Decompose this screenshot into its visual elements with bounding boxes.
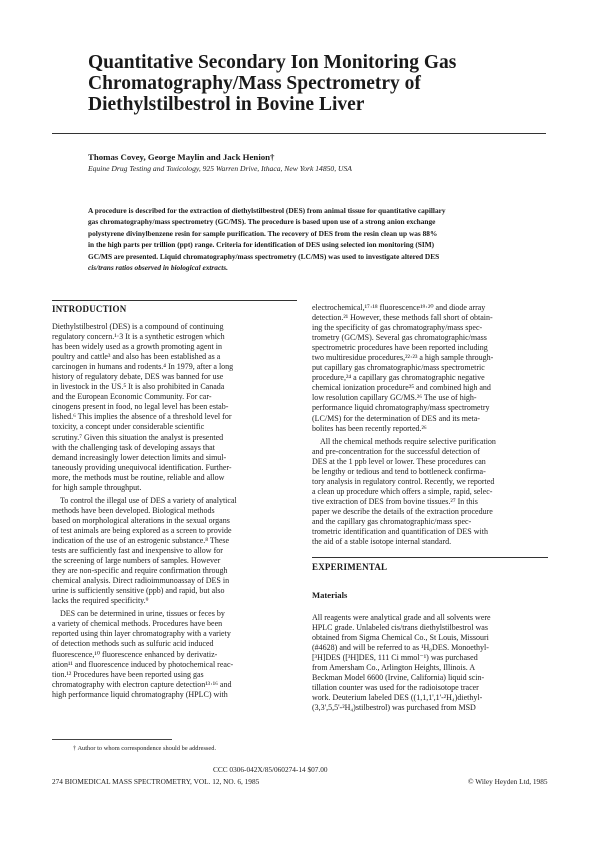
text-line: [³H]DES ([³H]DES, 111 Ci mmol⁻¹) was purchased (312, 653, 478, 663)
text-line: tive extraction of DES from bovine tissues.²⁷ In this (312, 496, 478, 506)
text-line: chemical ionization procedure²⁵ and combined high and (312, 383, 491, 393)
text-line: paper we describe the details of the extraction procedure (312, 506, 493, 516)
text-line: urine is sufficiently sensitive (ppb) and rapid, but also (52, 586, 225, 596)
text-line: a variety of chemical methods. Procedures have been (52, 619, 223, 629)
author-list: Thomas Covey, George Maylin and Jack Henion† (88, 152, 275, 162)
text-line: cinogens present in food, no legal level has been estab- (52, 402, 229, 412)
text-line: two multiresidue procedures,²²·²³ a high sample through- (312, 353, 494, 363)
introduction-heading: INTRODUCTION (52, 304, 127, 314)
text-line: methods have been developed. Biological methods (52, 505, 215, 515)
text-line: more, the methods must be routine, reliable and allow (52, 472, 225, 482)
text-line: tion.¹² Procedures have been reported using gas (52, 669, 204, 679)
text-line: electrochemical,¹⁷·¹⁸ fluorescence¹⁹·²⁰ and diode array (312, 303, 486, 312)
text-line: detection.²¹ However, these methods fall short of obtain- (312, 313, 493, 323)
materials-text (312, 613, 548, 713)
text-line: carcinogen in humans and rodents.⁴ In 1979, after a long (52, 362, 234, 372)
text-line: based on morphological alterations in the sexual organs (52, 515, 230, 525)
text-line: HPLC grade. Unlabeled cis/trans diethylstilbestrol was (312, 623, 488, 633)
text-line: they are non-specific and require confirmation through (52, 566, 228, 576)
journal-footer: 274 BIOMEDICAL MASS SPECTROMETRY, VOL. 12, NO. 6, 1985 (52, 777, 260, 786)
abstract-line: gas chromatography/mass spectrometry (GC/MS). The procedure is based upon use of a strong anion exchange (88, 217, 436, 227)
abstract-line: polystyrene divinylbenzene resin for sample purification. The recovery of DES from the resin clean up was 88% (88, 228, 438, 238)
text-line: (LC/MS) for the determination of DES and its meta- (312, 413, 480, 423)
text-line: high performance liquid chromatography (HPLC) with (52, 689, 228, 699)
text-line: low resolution capillary GC/MS.²⁶ The use of high- (312, 393, 477, 403)
text-line: performance liquid chromatography/mass spectrometry (312, 403, 490, 413)
article-title (88, 52, 558, 115)
text-line: procedure,²⁴ a capillary gas chromatographic negative (312, 373, 485, 383)
text-line: a clean up procedure which offers a simple, rapid, selec- (312, 486, 493, 496)
publisher-footer: © Wiley Heyden Ltd, 1985 (468, 777, 548, 786)
abstract-line: in the high parts per trillion (ppt) range. Criteria for identification of DES using selected ion monitoring (SIM) (88, 240, 435, 250)
text-line: Diethylstilbestrol (DES) is a compound of continuing (52, 322, 224, 331)
text-line: and pre-concentration for the successful detection of (312, 446, 480, 456)
affiliation: Equine Drug Testing and Toxicology, 925 Warren Drive, Ithaca, New York 14850, USA (88, 164, 352, 173)
title-line: Diethylstilbestrol in Bovine Liver (88, 94, 365, 115)
text-line: Beckman Model 6600 (Irvine, California) liquid scin- (312, 673, 485, 683)
abstract-line: cis/trans ratios observed in biological extracts. (88, 263, 228, 273)
abstract-line: GC/MS are presented. Liquid chromatography/mass spectrometry (LC/MS) was used to investigate altered DES (88, 251, 440, 261)
text-line: has been widely used as a growth promoting agent in (52, 342, 222, 352)
title-rule (52, 133, 546, 134)
text-line: be lengthy or tedious and tend to bottleneck confirma- (312, 466, 486, 476)
text-line: bolites has been recently reported.²⁶ (312, 423, 427, 433)
text-line: from Amersham Co., Arlington Heights, Illinois. A (312, 663, 476, 673)
text-line: demand increasingly lower detection limits and simul- (52, 452, 227, 462)
text-line: the aid of a stable isotope internal standard. (312, 537, 452, 547)
text-line: poultry and cattle³ and also has been established as a (52, 352, 221, 362)
text-line: in livestock in the US.⁵ It is also prohibited in Canada (52, 382, 225, 392)
text-line: All reagents were analytical grade and all solvents were (312, 613, 491, 622)
text-line: DES can be determined in urine, tissues or feces by (60, 609, 225, 619)
title-line: Quantitative Secondary Ion Monitoring Gas (88, 52, 457, 73)
text-line: trometric identification and quantification of DES with (312, 527, 488, 537)
text-line: tillation counter was used for the radioisotope tracer (312, 683, 479, 693)
text-line: All the chemical methods require selective purification (320, 436, 496, 446)
text-line: taneously providing unequivocal identification. Further- (52, 462, 232, 472)
materials-heading: Materials (312, 590, 348, 600)
abstract-line: A procedure is described for the extraction of diethylstilbestrol (DES) from animal tissue for quantitative capillary (88, 206, 446, 215)
experimental-heading: EXPERIMENTAL (312, 562, 388, 572)
text-line: trometry (GC/MS). Several gas chromatographic/mass (312, 333, 487, 343)
text-line: chemical analysis. Direct radioimmunoassay of DES in (52, 576, 230, 586)
text-line: lished.⁶ This implies the absence of a threshold level for (52, 412, 232, 422)
text-line: tests are sufficiently fast and inexpensive to allow for (52, 546, 223, 556)
text-line: and the capillary gas chromatographic/mass spec- (312, 516, 472, 526)
text-line: fluorescence,¹⁰ fluorescence enhanced by derivatiz- (52, 649, 218, 659)
introduction-rule (52, 300, 297, 301)
text-line: for high sample throughput. (52, 482, 142, 492)
text-line: tory analysis in regulatory control. Recently, we reported (312, 476, 495, 486)
article-code: CCC 0306-042X/85/060274-14 $07.00 (213, 765, 328, 774)
abstract (88, 205, 556, 273)
right-column-top (312, 303, 548, 547)
text-line: reported using thin layer chromatography with a variety (52, 629, 231, 639)
text-line: with the challenging task of developing assays that (52, 442, 215, 452)
text-line: of test animals are being explored as a screen to provide (52, 525, 232, 535)
text-line: the screening of large numbers of samples. However (52, 556, 221, 566)
footnote: † Author to whom correspondence should be addressed. (73, 745, 217, 752)
text-line: toxicity, a concept under considerable scientific (52, 422, 205, 432)
text-line: and the European Economic Community. For car- (52, 392, 212, 402)
text-line: lacks the required specificity.⁹ (52, 596, 149, 606)
text-line: history of regulatory debate, DES was banned for use (52, 372, 224, 382)
text-line: put capillary gas chromatographic/mass spectrometric (312, 363, 485, 373)
text-line: (#4628) and will be referred to as ¹H₀DES. Monoethyl- (312, 643, 489, 653)
text-line: spectrometric procedures have been reported including (312, 343, 488, 353)
text-line: obtained from Sigma Chemical Co., St Louis, Missouri (312, 633, 489, 643)
text-line: (3,3',5,5'-²H₄)stilbestrol) was purchased from MSD (312, 703, 476, 713)
text-line: scrutiny.⁷ Given this situation the analyst is presented (52, 432, 224, 442)
footnote-rule (52, 739, 172, 740)
text-line: chromatography with electron capture detection¹³·¹⁶ and (52, 679, 232, 689)
text-line: of detection methods such as sulfuric acid induced (52, 639, 214, 649)
text-line: regulatory concern.¹·3 It is a synthetic estrogen which (52, 332, 225, 342)
text-line: ing the specificity of gas chromatography/mass spec- (312, 323, 483, 333)
text-line: DES at the 1 ppb level or lower. These procedures can (312, 456, 486, 466)
left-column (52, 322, 297, 700)
text-line: indication of the use of an estrogenic substance.⁸ These (52, 535, 230, 545)
text-line: ation¹¹ and fluorescence induced by photochemical reac- (52, 659, 234, 669)
text-line: work. Deuterium labeled DES ((1,1,1',1'-²H₄)diethyl- (312, 693, 483, 703)
text-line: To control the illegal use of DES a variety of analytical (60, 495, 237, 505)
title-line: Chromatography/Mass Spectrometry of (88, 73, 421, 94)
experimental-rule (312, 557, 548, 558)
